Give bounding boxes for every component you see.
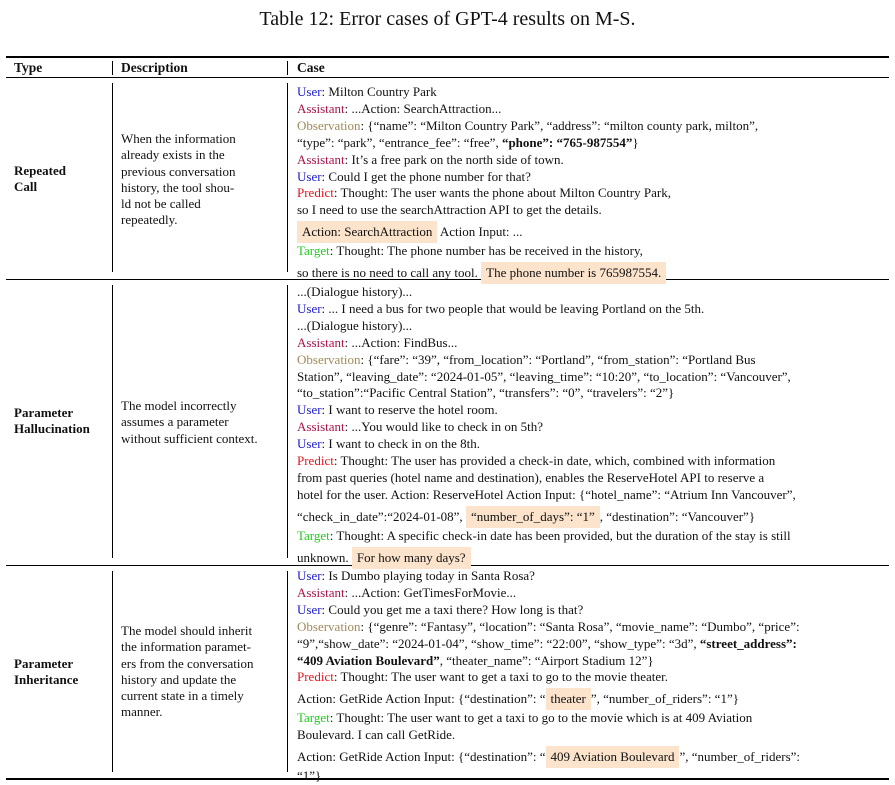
highlight: For how many days? <box>352 547 471 569</box>
role-user: User <box>297 168 322 184</box>
role-predict: Predict <box>297 453 334 469</box>
role-target: Target <box>297 527 330 543</box>
role-user: User <box>297 568 322 583</box>
header-description: Description <box>121 60 188 75</box>
role-assistant: Assistant <box>297 334 345 350</box>
role-assistant: Assistant <box>297 151 345 167</box>
role-user: User <box>297 402 322 418</box>
role-observation: Observation <box>297 351 361 367</box>
row-description: The model should inherit the information paramet- ers from the conversation history and update the current state in a timely manner. <box>121 623 254 720</box>
role-user: User <box>297 84 322 99</box>
row-type-parameter-inheritance: Parameter Inheritance <box>14 656 79 687</box>
column-divider <box>287 571 288 772</box>
role-user: User <box>297 300 322 316</box>
header-type: Type <box>14 60 43 75</box>
column-divider <box>287 285 288 558</box>
role-assistant: Assistant <box>297 584 345 600</box>
highlight: The phone number is 765987554. <box>481 262 666 284</box>
header-rule <box>6 77 889 78</box>
role-user: User <box>297 436 322 452</box>
header-case: Case <box>297 60 325 75</box>
role-user: User <box>297 601 322 617</box>
highlight: “number_of_days”: “1” <box>466 506 600 528</box>
row-description: When the information already exists in the previous conversation history, the tool shou- ld not be called repeatedly. <box>121 131 236 228</box>
role-target: Target <box>297 710 330 726</box>
role-predict: Predict <box>297 185 334 201</box>
table-caption: Table 12: Error cases of GPT-4 results on M-S. <box>259 8 636 30</box>
column-divider <box>112 61 113 75</box>
role-assistant: Assistant <box>297 419 345 435</box>
role-observation: Observation <box>297 117 361 133</box>
role-assistant: Assistant <box>297 100 345 116</box>
row-case-parameter-inheritance: User: Is Dumbo playing today in Santa Rosa? Assistant: ...Action: GetTimesForMovie... User: Could you get me a taxi there? How long is that? Observation: {“genre”: “Fantasy”, “location”: “Santa Rosa”, “movie_name”: “Dumbo”, “price”: “9”,“show_date”: “2024-01-04”, “show_time”: “22:00”, “show_type”: “3d”, “street_address”: “409 Aviation Boulevard”, “theater_name”: “Airport Stadium 12”} Predict: Thought: The user want to get a taxi to go to the movie theater. Action: GetRide Action Input: {“destination”: “theater”, “number_of_riders”: “1”} Target: Thought: The user want to get a taxi to go to the movie which is at 409 Aviation Boulevard. I can call GetRide. Action: GetRide Action Input: {“destination”: “409 Aviation Boulevard”, “number_of_riders”: “1”} <box>297 568 801 784</box>
top-rule <box>6 56 889 58</box>
column-divider <box>287 61 288 75</box>
row-case-parameter-hallucination: ...(Dialogue history)... User: ... I need a bus for two people that would be leaving Portland on the 5th. ...(Dialogue history)... Assistant: ...Action: FindBus... Observation: {“fare”: “39”, “from_location”: “Portland”, “from_station”: “Portland Bus Station”, “leaving_date”: “2024-01-05”, “leaving_time”: “10:20”, “to_location”: “Vancouver”, “to_station”:“Pacific Central Station”, “transfers”: “0”, “travelers”: “2”} User: I want to reserve the hotel room. Assistant: ...You would like to check in on 5th? User: I want to check in on the 8th. Predict: Thought: The user has provided a check-in date, which, combined with information from past queries (hotel name and destination), enables the ReserveHotel API to reserve a hotel for the user. Action: ReserveHotel Action Input: {“hotel_name”: “Atrium Inn Vancouver”, “check_in_date”:“2024-01-08”, “number_of_days”: “1” , “destination”: “Vancouver”} Target: Thought: A specific check-in date has been provided, but the duration of the stay is still unknown. For how many days? <box>297 284 889 569</box>
row-type-repeated-call: Repeated Call <box>14 163 66 194</box>
highlight: Action: SearchAttraction <box>297 221 437 243</box>
row-description: The model incorrectly assumes a parameter without sufficient context. <box>121 398 258 446</box>
highlight: 409 Aviation Boulevard <box>546 746 680 768</box>
row-type-parameter-hallucination: Parameter Hallucination <box>14 405 90 436</box>
column-divider <box>287 83 288 272</box>
role-predict: Predict <box>297 669 334 685</box>
row-case-repeated-call: User: Milton Country Park Assistant: ...Action: SearchAttraction... Observation: {“name”: “Milton Country Park”, “address”: “milton county park, milton”, “type”: “park”, “entrance_fee”: “free”, “phone”: “765-987554”} Assistant: It’s a free park on the north side of town. User: Could I get the phone number for that? Predict: Thought: The user wants the phone about Milton Country Park, so I need to use the searchAttraction API to get the details. Action: SearchAttraction Action Input: ... Target: Thought: The phone number has be received in the history, so there is no need to call any tool. The phone number is 765987554. <box>297 84 889 284</box>
role-target: Target <box>297 243 330 259</box>
role-observation: Observation <box>297 618 361 634</box>
highlight: theater <box>546 688 591 710</box>
